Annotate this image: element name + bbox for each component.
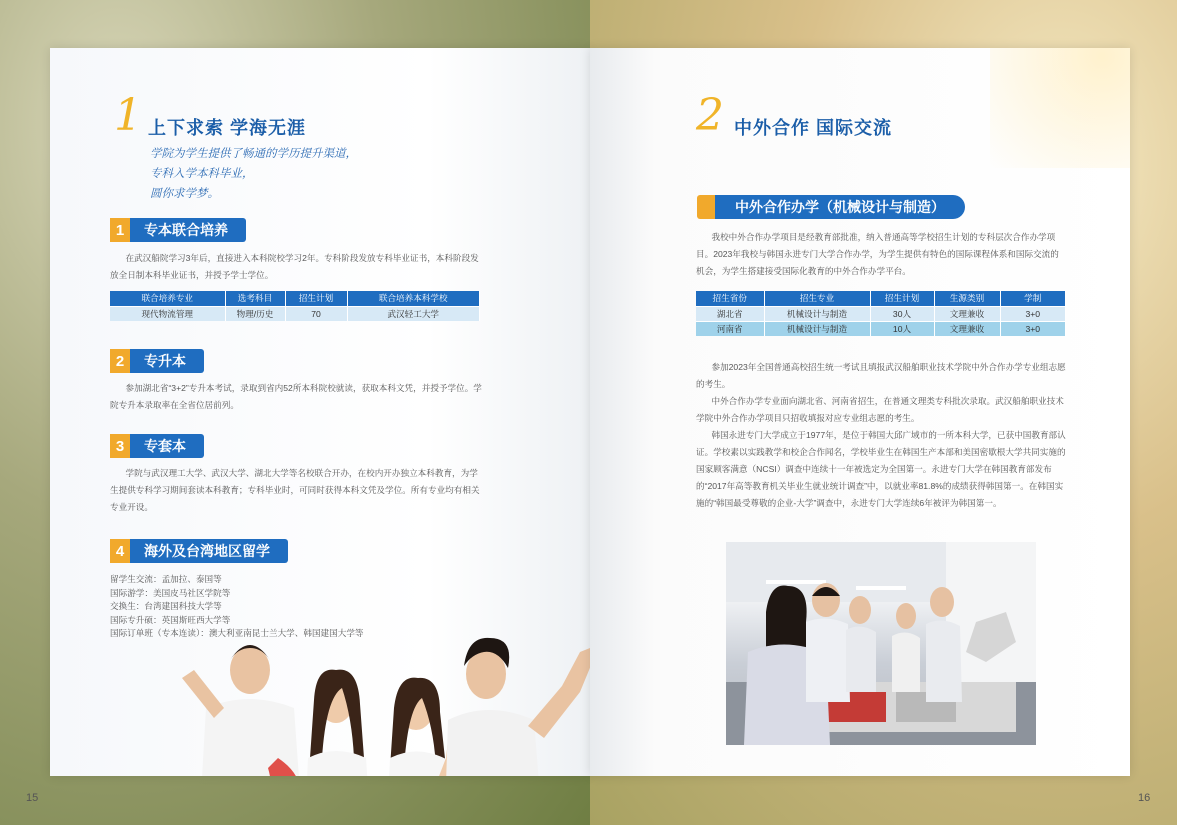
script-line: 专科入学本科毕业， xyxy=(150,166,254,180)
page-title: 中外合作 国际交流 xyxy=(734,118,893,138)
table-cell: 3+0 xyxy=(1000,321,1066,336)
subsection-label: 海外及台湾地区留学 xyxy=(130,539,288,563)
table-cell: 机械设计与制造 xyxy=(764,321,870,336)
table-header: 招生计划 xyxy=(870,291,934,306)
subsection-header-4 xyxy=(110,539,288,563)
table-header: 学制 xyxy=(1000,291,1066,306)
table-cell: 现代物流管理 xyxy=(110,306,225,321)
program-intro: 我校中外合作办学项目是经教育部批准，纳入普通高等学校招生计划的专科层次合作办学项目。2023年我校与韩国永进专门大学合作办学，为学生提供有特色的国际课程体系和国际交流的机会，为学生搭建接受国际化教育的中外合作办学平台。 xyxy=(696,232,1059,276)
lab-photo-graphic xyxy=(726,542,1036,745)
program-header xyxy=(697,195,965,219)
list-item: 留学生交流：孟加拉、泰国等 xyxy=(110,574,222,584)
table-cell: 河南省 xyxy=(696,321,764,336)
pill-tab xyxy=(697,195,715,219)
program-label: 中外合作办学（机械设计与制造） xyxy=(715,195,965,219)
table-cell: 湖北省 xyxy=(696,306,764,321)
table-header: 招生专业 xyxy=(764,291,870,306)
list-item: 国际游学：美国皮马社区学院等 xyxy=(110,587,231,598)
subsection-number: 2 xyxy=(110,349,130,373)
subsection-text: 在武汉船院学习3年后，直接进入本科院校学习2年。专科阶段发放专科毕业证书，本科阶段发放全日制本科毕业证书，并授予学士学位。 xyxy=(110,253,479,280)
table-row xyxy=(696,321,1066,336)
page-number-left: 15 xyxy=(26,792,39,804)
joint-program-table xyxy=(110,291,480,321)
list-item: 国际专升硕：英国斯旺西大学等 xyxy=(110,614,231,625)
table-row xyxy=(110,306,480,321)
table-cell: 文理兼收 xyxy=(934,306,1000,321)
admission-text: 中外合作办学专业面向湖北省、河南省招生，在普通文理类专科批次录取。武汉船舶职业技术学院中外合作办学项目只招收填报对应专业组志愿的考生。 xyxy=(696,396,1064,423)
table-header: 招生计划 xyxy=(285,291,347,306)
list-item: 交换生：台湾建国科技大学等 xyxy=(110,601,222,611)
enrollment-table xyxy=(696,291,1066,336)
table-header: 招生省份 xyxy=(696,291,764,306)
subsection-label: 专本联合培养 xyxy=(130,218,246,242)
script-line: 圆你求学梦。 xyxy=(150,186,219,200)
subsection-text: 参加湖北省“3+2”专升本考试，录取到省内52所本科院校就读，获取本科文凭，并授予学位。学院专升本录取率在全省位居前列。 xyxy=(110,383,482,410)
intro-script xyxy=(150,143,357,203)
partner-university-text: 韩国永进专门大学成立于1977年，是位于韩国大邱广域市的一所本科大学，已获中国教育部认证。学校素以实践教学和校企合作闻名，学校毕业生在韩国生产本部和美国密歇根大学共同实施的国家顾客满意（NCSI）调查中连续十一年被选定为全国第一。永进专门大学在韩国教育部发布的“2017年高等教育机关毕业生就业统计调查”中，以就业率81.8%的成绩获得韩国第一。在韩国实施的“韩国最受尊敬的企业-大学”调查中，永进专门大学连续6年被评为韩国第一。 xyxy=(696,430,1066,508)
eligibility-text: 参加2023年全国普通高校招生统一考试且填报武汉船舶职业技术学院中外合作办学专业组志愿的考生。 xyxy=(696,362,1066,389)
section-number: 2 xyxy=(696,90,724,141)
table-header-row xyxy=(696,291,1066,306)
students-photo xyxy=(158,608,590,776)
subsection-text: 学院与武汉理工大学、武汉大学、湖北大学等名校联合开办，在校内开办独立本科教育，为学生提供专科学习期间套读本科教育；专科毕业时，可同时获得本科文凭及学位。所有专业均有相关专业开设。 xyxy=(110,468,480,512)
table-row xyxy=(696,306,1066,321)
subsection-number: 4 xyxy=(110,539,130,563)
subsection-number: 3 xyxy=(110,434,130,458)
list-item: 国际订单班（专本连读）：澳大利亚南昆士兰大学、韩国建国大学等 xyxy=(110,628,364,638)
subsection-header-1 xyxy=(110,218,246,242)
section-number: 1 xyxy=(114,90,142,141)
script-line: 学院为学生提供了畅通的学历提升渠道， xyxy=(150,146,357,160)
table-header: 联合培养本科学校 xyxy=(347,291,480,306)
subsection-label: 专套本 xyxy=(130,434,204,458)
table-cell: 30人 xyxy=(870,306,934,321)
subsection-header-3 xyxy=(110,434,204,458)
table-cell: 70 xyxy=(285,306,347,321)
subsection-number: 1 xyxy=(110,218,130,242)
table-cell: 武汉轻工大学 xyxy=(347,306,480,321)
table-header: 选考科目 xyxy=(225,291,285,306)
page-title: 上下求索 学海无涯 xyxy=(148,118,307,138)
table-cell: 10人 xyxy=(870,321,934,336)
table-cell: 3+0 xyxy=(1000,306,1066,321)
table-header: 生源类别 xyxy=(934,291,1000,306)
table-cell: 机械设计与制造 xyxy=(764,306,870,321)
page-number-right: 16 xyxy=(1138,792,1151,804)
table-header: 联合培养专业 xyxy=(110,291,225,306)
page-left xyxy=(50,48,590,776)
subsection-label: 专升本 xyxy=(130,349,204,373)
subsection-header-2 xyxy=(110,349,204,373)
table-cell: 文理兼收 xyxy=(934,321,1000,336)
table-header-row xyxy=(110,291,480,306)
page-right xyxy=(590,48,1130,776)
light-glow xyxy=(990,48,1130,168)
lab-photo xyxy=(726,542,1036,745)
table-cell: 物理/历史 xyxy=(225,306,285,321)
